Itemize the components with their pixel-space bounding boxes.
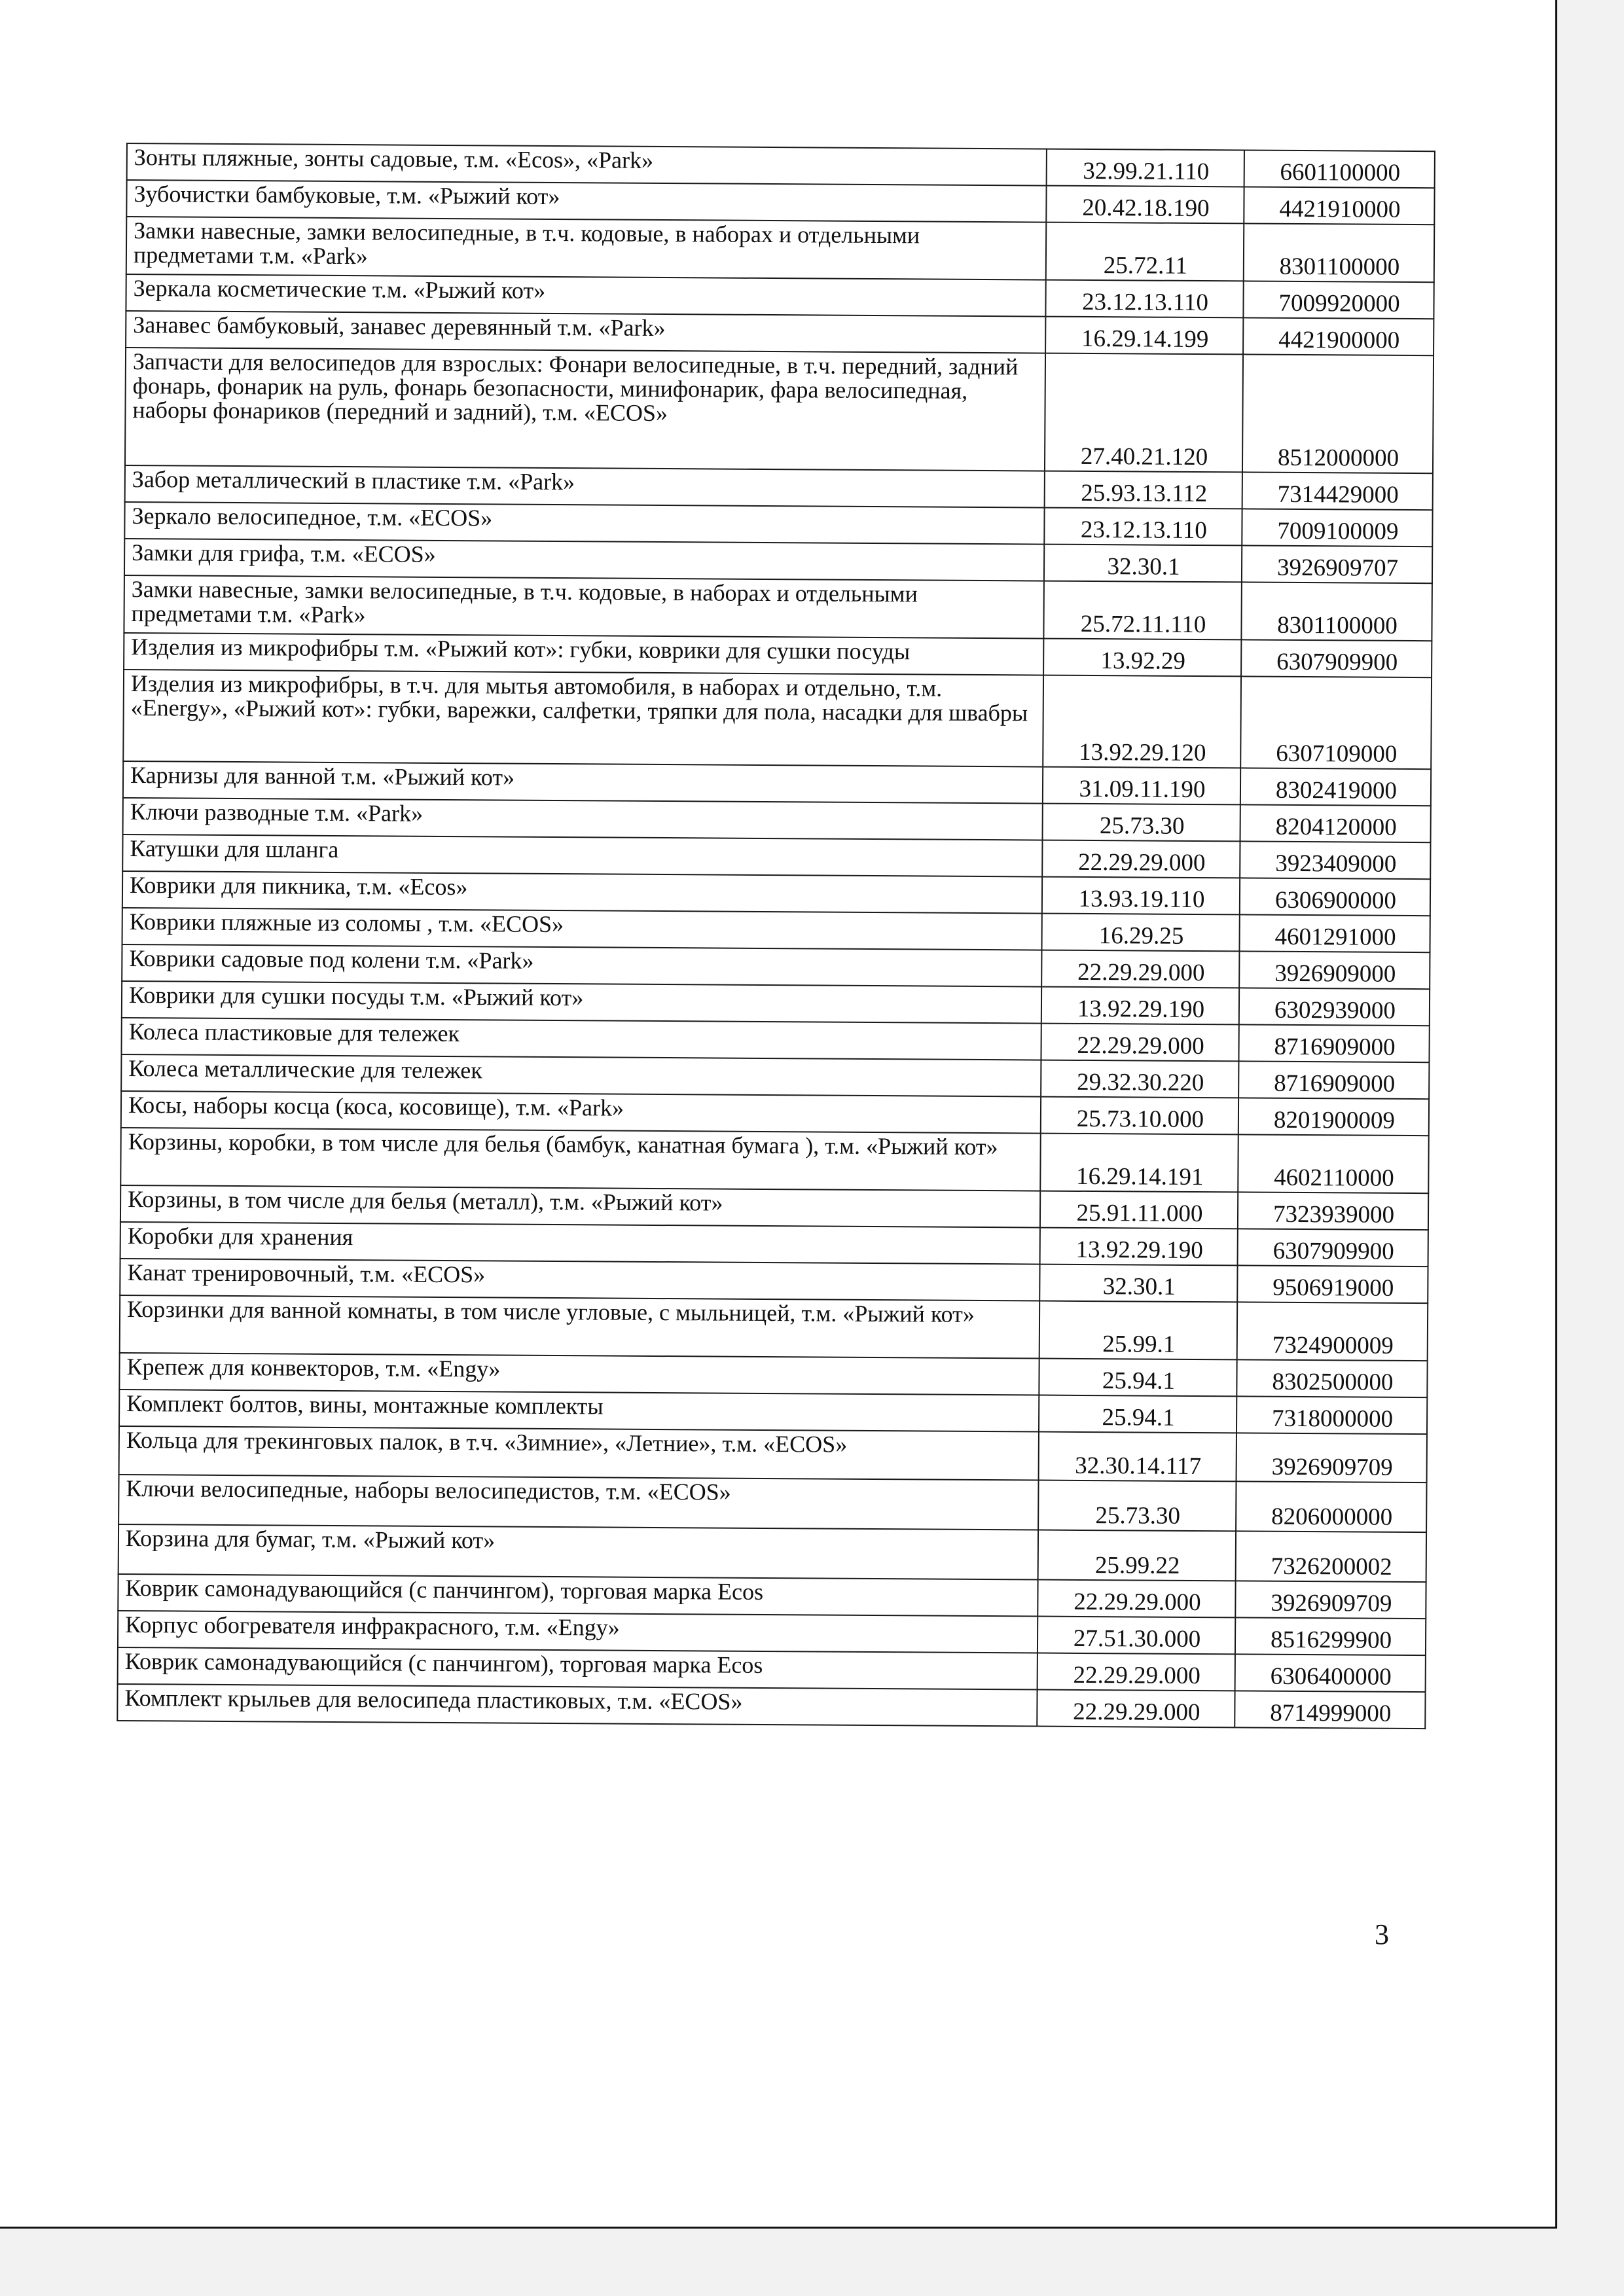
- product-name-cell: Коврик самонадувающийся (с панчингом), торговая марка Ecos: [118, 1647, 1038, 1690]
- product-name-cell: Крепеж для конвекторов, т.м. «Engy»: [119, 1353, 1039, 1395]
- tnved-code-cell: 6307909900: [1238, 1229, 1428, 1266]
- tnved-code-cell: 7009920000: [1243, 281, 1434, 319]
- okpd-code-cell: 22.29.29.000: [1041, 950, 1239, 988]
- tnved-code-cell: 7324900009: [1237, 1302, 1428, 1361]
- table-row: [120, 1128, 1429, 1193]
- tnved-code-cell: 7326200002: [1236, 1531, 1426, 1582]
- product-name-cell: Коврики для пикника, т.м. «Ecos»: [122, 871, 1042, 914]
- okpd-code-cell: 22.29.29.000: [1038, 1580, 1235, 1618]
- product-name-cell: Канат тренировочный, т.м. «ECOS»: [120, 1259, 1039, 1301]
- tnved-code-cell: 6306900000: [1240, 878, 1430, 916]
- table-row: [118, 1524, 1426, 1582]
- product-name-cell: Коврик самонадувающийся (с панчингом), торговая марка Ecos: [118, 1574, 1038, 1617]
- okpd-code-cell: 25.72.11: [1046, 223, 1244, 281]
- okpd-code-cell: 13.92.29: [1043, 639, 1241, 677]
- product-name-cell: Зеркало велосипедное, т.м. «ECOS»: [124, 502, 1044, 545]
- tnved-code-cell: 7009100009: [1242, 509, 1432, 547]
- tnved-code-cell: 3926909709: [1236, 1433, 1427, 1482]
- okpd-code-cell: 23.12.13.110: [1045, 280, 1243, 318]
- tnved-code-cell: 4601291000: [1239, 914, 1430, 952]
- tnved-code-cell: 7323939000: [1238, 1192, 1428, 1230]
- tnved-code-cell: 6307909900: [1241, 639, 1432, 677]
- product-name-cell: Замки навесные, замки велосипедные, в т.ч. кодовые, в наборах и отдельными предметами т.м. «Park»: [124, 575, 1044, 639]
- okpd-code-cell: 13.92.29.120: [1043, 675, 1241, 768]
- tnved-code-cell: 7318000000: [1236, 1396, 1427, 1434]
- okpd-code-cell: 25.93.13.112: [1045, 471, 1242, 509]
- product-name-cell: Замки для грифа, т.м. «ECOS»: [124, 539, 1044, 581]
- table-row: [118, 1475, 1426, 1532]
- tnved-code-cell: 8716909000: [1238, 1061, 1429, 1099]
- okpd-code-cell: 32.30.14.117: [1039, 1432, 1236, 1482]
- okpd-code-cell: 25.94.1: [1039, 1359, 1236, 1397]
- table-row: [126, 217, 1435, 282]
- okpd-code-cell: 32.30.1: [1044, 545, 1242, 583]
- product-name-cell: Зонты пляжные, зонты садовые, т.м. «Ecos», «Park»: [127, 143, 1047, 186]
- okpd-code-cell: 29.32.30.220: [1041, 1060, 1238, 1098]
- table-row: [125, 348, 1434, 473]
- table-row: [123, 670, 1432, 769]
- product-name-cell: Коврики садовые под колени т.м. «Park»: [122, 944, 1041, 987]
- okpd-code-cell: 32.99.21.110: [1047, 149, 1244, 187]
- okpd-code-cell: 13.92.29.190: [1040, 1228, 1238, 1266]
- tnved-code-cell: 8301100000: [1241, 582, 1432, 641]
- product-name-cell: Ключи велосипедные, наборы велосипедистов, т.м. «ECOS»: [118, 1475, 1038, 1530]
- product-name-cell: Комплект болтов, вины, монтажные комплекты: [119, 1390, 1039, 1432]
- tnved-code-cell: 8512000000: [1242, 354, 1434, 473]
- okpd-code-cell: 25.99.22: [1038, 1530, 1236, 1581]
- product-name-cell: Косы, наборы косца (коса, косовище), т.м. «Park»: [121, 1091, 1041, 1134]
- product-classification-table: [117, 143, 1435, 1729]
- okpd-code-cell: 16.29.14.199: [1045, 317, 1243, 355]
- tnved-code-cell: 6302939000: [1239, 988, 1430, 1026]
- product-name-cell: Коврики пляжные из соломы , т.м. «ECOS»: [122, 908, 1042, 950]
- tnved-code-cell: 8301100000: [1244, 223, 1435, 282]
- product-name-cell: Коврики для сушки посуды т.м. «Рыжий кот»: [122, 981, 1041, 1024]
- okpd-code-cell: 22.29.29.000: [1037, 1690, 1235, 1728]
- okpd-code-cell: 25.99.1: [1039, 1301, 1238, 1360]
- product-name-cell: Замки навесные, замки велосипедные, в т.ч. кодовые, в наборах и отдельными предметами т.м. «Park»: [126, 217, 1047, 280]
- tnved-code-cell: 8204120000: [1240, 804, 1431, 842]
- okpd-code-cell: 25.72.11.110: [1043, 581, 1242, 640]
- tnved-code-cell: 3926909000: [1239, 951, 1430, 989]
- product-name-cell: Корзинки для ванной комнаты, в том числе угловые, с мыльницей, т.м. «Рыжий кот»: [120, 1295, 1040, 1359]
- okpd-code-cell: 25.73.30: [1038, 1480, 1236, 1532]
- product-name-cell: Коробки для хранения: [120, 1222, 1040, 1265]
- okpd-code-cell: 23.12.13.110: [1044, 508, 1242, 546]
- okpd-code-cell: 13.92.29.190: [1041, 987, 1239, 1025]
- tnved-code-cell: 8201900009: [1238, 1098, 1429, 1136]
- okpd-code-cell: 25.91.11.000: [1040, 1191, 1238, 1229]
- okpd-code-cell: 25.73.30: [1043, 804, 1240, 842]
- okpd-code-cell: 22.29.29.000: [1038, 1653, 1235, 1691]
- product-name-cell: Зеркала косметические т.м. «Рыжий кот»: [126, 274, 1045, 317]
- product-name-cell: Забор металлический в пластике т.м. «Park»: [125, 465, 1045, 508]
- product-name-cell: Колеса металлические для тележек: [121, 1054, 1041, 1097]
- product-name-cell: Корзины, коробки, в том числе для белья (бамбук, канатная бумага ), т.м. «Рыжий кот»: [120, 1128, 1041, 1191]
- product-name-cell: Карнизы для ванной т.м. «Рыжий кот»: [123, 761, 1043, 804]
- page-number: 3: [1375, 1918, 1389, 1950]
- tnved-code-cell: 8206000000: [1236, 1481, 1426, 1532]
- okpd-code-cell: 25.73.10.000: [1041, 1097, 1238, 1135]
- tnved-code-cell: 8302500000: [1236, 1359, 1427, 1397]
- table-row: [119, 1426, 1427, 1482]
- tnved-code-cell: 8302419000: [1240, 768, 1431, 806]
- okpd-code-cell: 31.09.11.190: [1043, 767, 1240, 805]
- product-name-cell: Зубочистки бамбуковые, т.м. «Рыжий кот»: [126, 180, 1046, 223]
- table-row: [120, 1295, 1428, 1361]
- table-body: [117, 143, 1435, 1729]
- okpd-code-cell: 22.29.29.000: [1041, 1024, 1238, 1062]
- product-name-cell: Кольца для трекинговых палок, в т.ч. «Зимние», «Летние», т.м. «ECOS»: [119, 1426, 1039, 1480]
- product-name-cell: Изделия из микрофибры, в т.ч. для мытья автомобиля, в наборах и отдельно, т.м. «Energy», «Рыжий кот»: губки, варежки, салфетки, тряпки для пола, насадки для швабры: [123, 670, 1043, 767]
- okpd-code-cell: 25.94.1: [1039, 1395, 1236, 1433]
- okpd-code-cell: 20.42.18.190: [1046, 186, 1244, 224]
- product-name-cell: Корзина для бумаг, т.м. «Рыжий кот»: [118, 1524, 1038, 1580]
- tnved-code-cell: 4421900000: [1243, 317, 1434, 355]
- tnved-code-cell: 8716909000: [1238, 1024, 1429, 1062]
- tnved-code-cell: 8714999000: [1235, 1691, 1425, 1729]
- product-name-cell: Катушки для шланга: [122, 834, 1042, 877]
- table-row: [117, 1684, 1425, 1729]
- tnved-code-cell: 9506919000: [1237, 1265, 1428, 1303]
- tnved-code-cell: 6307109000: [1240, 676, 1432, 769]
- okpd-code-cell: 16.29.25: [1041, 914, 1239, 952]
- product-name-cell: Изделия из микрофибры т.м. «Рыжий кот»: губки, коврики для сушки посуды: [124, 633, 1043, 675]
- tnved-code-cell: 6601100000: [1244, 150, 1435, 188]
- product-name-cell: Корзины, в том числе для белья (металл), т.м. «Рыжий кот»: [120, 1185, 1040, 1228]
- tnved-code-cell: 4421910000: [1244, 187, 1434, 224]
- okpd-code-cell: 27.40.21.120: [1045, 353, 1243, 473]
- okpd-code-cell: 16.29.14.191: [1040, 1134, 1238, 1193]
- product-name-cell: Колеса пластиковые для тележек: [121, 1018, 1041, 1060]
- product-name-cell: Занавес бамбуковый, занавес деревянный т.м. «Park»: [126, 311, 1045, 353]
- tnved-code-cell: 3926909707: [1242, 545, 1432, 583]
- okpd-code-cell: 22.29.29.000: [1042, 840, 1240, 878]
- product-name-cell: Ключи разводные т.м. «Park»: [123, 798, 1043, 840]
- tnved-code-cell: 6306400000: [1235, 1654, 1426, 1692]
- tnved-code-cell: 7314429000: [1242, 472, 1433, 510]
- table-row: [124, 575, 1432, 641]
- product-name-cell: Запчасти для велосипедов для взрослых: Фонари велосипедные, в т.ч. передний, задний фонарь, фонарик на руль, фонарь безопасности, минифонарик, фара велосипедная, наборы фонариков (передний и задний), т.м. «ECOS»: [125, 348, 1045, 471]
- okpd-code-cell: 27.51.30.000: [1038, 1617, 1235, 1655]
- tnved-code-cell: 4602110000: [1238, 1134, 1429, 1193]
- tnved-code-cell: 3926909709: [1235, 1581, 1426, 1619]
- product-name-cell: Комплект крыльев для велосипеда пластиковых, т.м. «ECOS»: [117, 1684, 1037, 1727]
- okpd-code-cell: 13.93.19.110: [1042, 877, 1240, 915]
- product-name-cell: Корпус обогревателя инфракрасного, т.м. «Engy»: [118, 1611, 1038, 1653]
- tnved-code-cell: 8516299900: [1235, 1617, 1426, 1655]
- okpd-code-cell: 32.30.1: [1039, 1265, 1237, 1302]
- tnved-code-cell: 3923409000: [1240, 841, 1430, 879]
